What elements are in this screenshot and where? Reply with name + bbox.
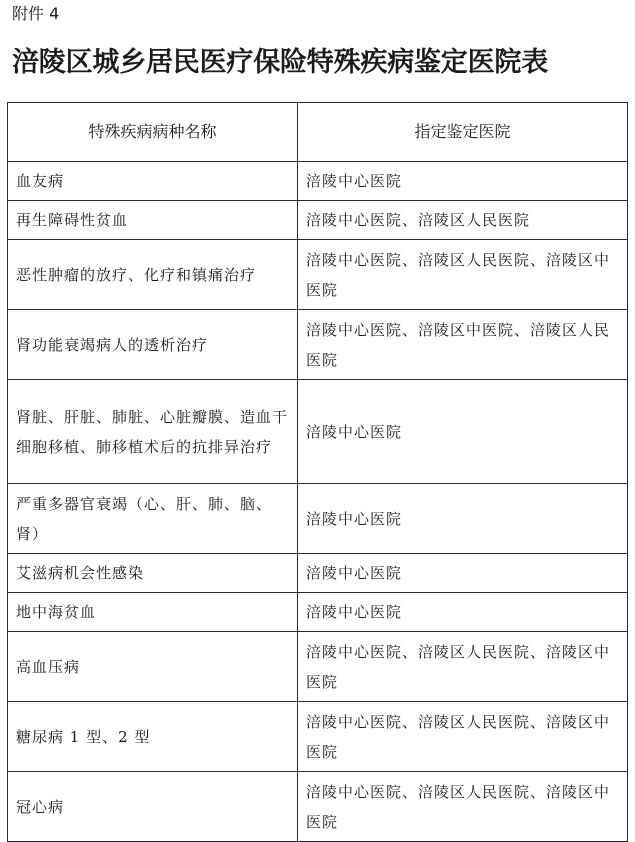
disease-cell: 糖尿病 1 型、2 型 <box>8 702 298 772</box>
table-row <box>8 162 628 201</box>
disease-cell: 冠心病 <box>8 772 298 842</box>
header-hospital: 指定鉴定医院 <box>298 103 628 162</box>
hospital-cell: 涪陵中心医院 <box>298 593 628 632</box>
disease-cell: 血友病 <box>8 162 298 201</box>
hospital-cell: 涪陵中心医院 <box>298 484 628 554</box>
disease-cell: 恶性肿瘤的放疗、化疗和镇痛治疗 <box>8 240 298 310</box>
table-row <box>8 593 628 632</box>
hospital-table <box>7 102 628 842</box>
table-row <box>8 554 628 593</box>
table-row <box>8 201 628 240</box>
attachment-label: 附件 4 <box>12 4 60 23</box>
disease-cell: 地中海贫血 <box>8 593 298 632</box>
hospital-cell: 涪陵中心医院、涪陵区中医院、涪陵区人民医院 <box>298 310 628 380</box>
table-row <box>8 772 628 842</box>
hospital-cell: 涪陵中心医院、涪陵区人民医院、涪陵区中医院 <box>298 702 628 772</box>
table-row <box>8 310 628 380</box>
disease-cell: 高血压病 <box>8 632 298 702</box>
disease-cell: 再生障碍性贫血 <box>8 201 298 240</box>
header-disease: 特殊疾病病种名称 <box>8 103 298 162</box>
hospital-cell: 涪陵中心医院、涪陵区人民医院、涪陵区中医院 <box>298 240 628 310</box>
disease-cell: 严重多器官衰竭（心、肝、肺、脑、肾） <box>8 484 298 554</box>
table-row <box>8 380 628 484</box>
disease-cell: 艾滋病机会性感染 <box>8 554 298 593</box>
disease-cell: 肾功能衰竭病人的透析治疗 <box>8 310 298 380</box>
hospital-cell: 涪陵中心医院、涪陵区人民医院、涪陵区中医院 <box>298 632 628 702</box>
hospital-cell: 涪陵中心医院 <box>298 380 628 484</box>
table-header-row <box>8 103 628 162</box>
table-row <box>8 702 628 772</box>
table-row <box>8 240 628 310</box>
hospital-cell: 涪陵中心医院 <box>298 554 628 593</box>
hospital-cell: 涪陵中心医院、涪陵区人民医院 <box>298 201 628 240</box>
document-title: 涪陵区城乡居民医疗保险特殊疾病鉴定医院表 <box>12 47 548 78</box>
table-row <box>8 484 628 554</box>
disease-cell: 肾脏、肝脏、肺脏、心脏瓣膜、造血干细胞移植、肺移植术后的抗排异治疗 <box>8 380 298 484</box>
table-row <box>8 632 628 702</box>
hospital-cell: 涪陵中心医院、涪陵区人民医院、涪陵区中医院 <box>298 772 628 842</box>
hospital-cell: 涪陵中心医院 <box>298 162 628 201</box>
